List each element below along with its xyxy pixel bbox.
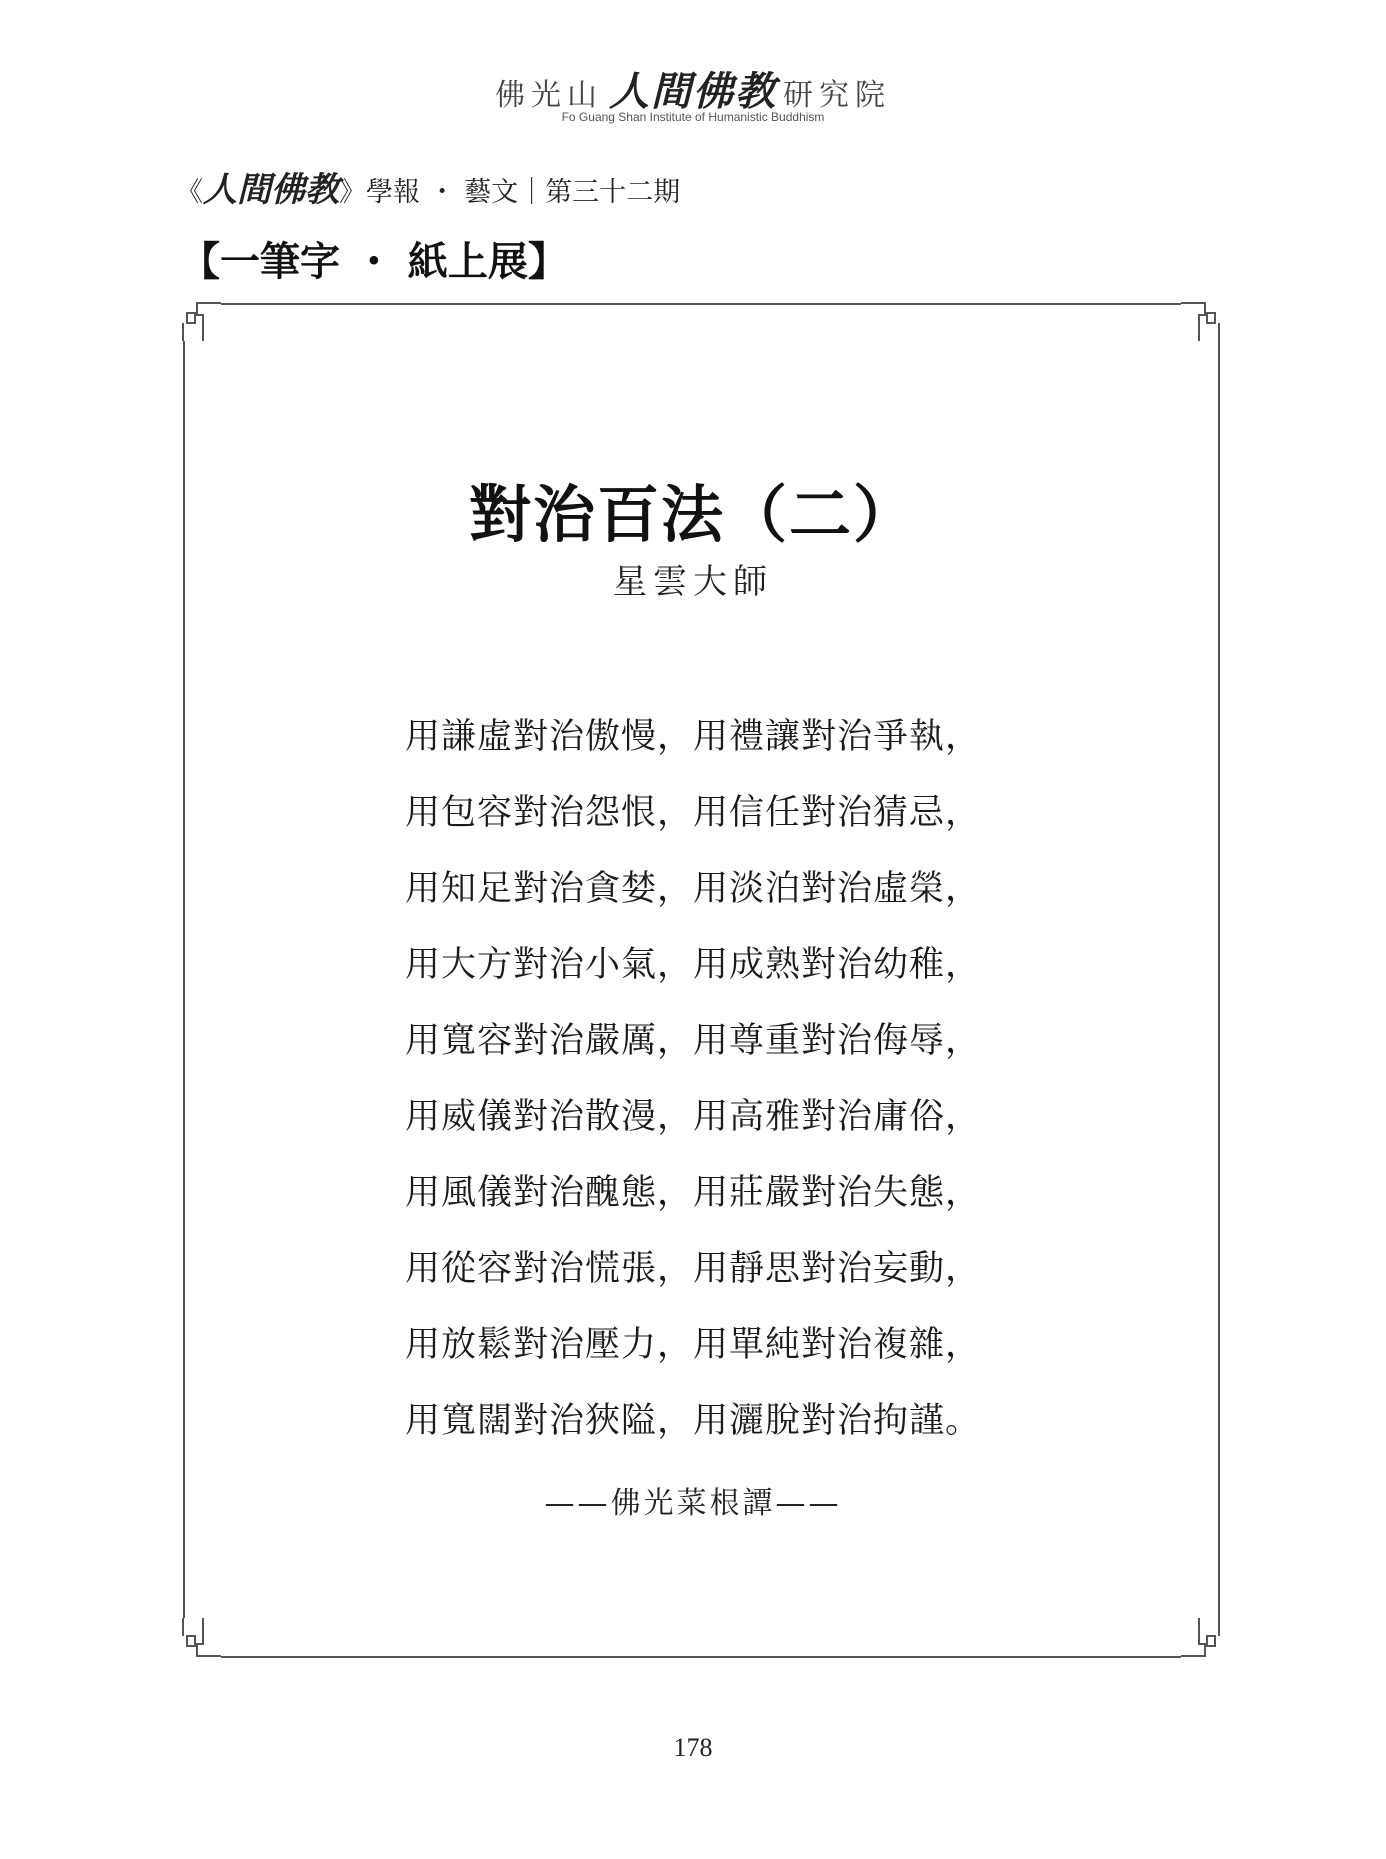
- journal-line: [176, 162, 680, 211]
- poem-line: 用寬闊對治狹隘，用灑脫對治拘謹。: [405, 1401, 982, 1441]
- frame-corner-ornament-icon: [181, 1618, 221, 1658]
- poem-line: 用知足對治貪婪，用淡泊對治虛榮，: [405, 869, 982, 909]
- poem-line: 用風儀對治醜態，用莊嚴對治失態，: [405, 1173, 982, 1213]
- poem-body: [405, 712, 1025, 1472]
- poem-title: 對治百法（二）: [468, 478, 917, 551]
- frame-corner-ornament-icon: [181, 301, 221, 341]
- poem-line: 用從容對治慌張，用靜思對治妄動，: [405, 1249, 982, 1289]
- poem-source: ——佛光菜根譚——: [544, 1486, 842, 1521]
- institute-prefix: 佛光山: [495, 78, 603, 113]
- journal-brand: 人間佛教: [203, 170, 339, 210]
- poem-line: 用大方對治小氣，用成熟對治幼稚，: [405, 945, 982, 985]
- institute-header: [0, 60, 1386, 117]
- poem-line: 用寬容對治嚴厲，用尊重對治侮辱，: [405, 1021, 982, 1061]
- poem-author: 星雲大師: [613, 562, 773, 602]
- journal-open-bracket: 《: [176, 177, 203, 208]
- frame-corner-ornament-icon: [1181, 1618, 1221, 1658]
- institute-suffix: 研究院: [783, 78, 891, 113]
- section-title: 【一筆字 ・ 紙上展】: [180, 238, 568, 285]
- journal-issue: 》學報 ・ 藝文｜第三十二期: [339, 177, 681, 208]
- poem-line: 用威儀對治散漫，用高雅對治庸俗，: [405, 1097, 982, 1137]
- poem-line: 用放鬆對治壓力，用單純對治複雜，: [405, 1325, 982, 1365]
- poem-line: 用謙虛對治傲慢，用禮讓對治爭執，: [405, 717, 982, 757]
- poem-line: 用包容對治怨恨，用信任對治猜忌，: [405, 793, 982, 833]
- institute-english-name: Fo Guang Shan Institute of Humanistic Buddhism: [561, 110, 825, 124]
- page-number: 178: [673, 1733, 713, 1762]
- institute-brand: 人間佛教: [609, 68, 777, 115]
- frame-corner-ornament-icon: [1181, 301, 1221, 341]
